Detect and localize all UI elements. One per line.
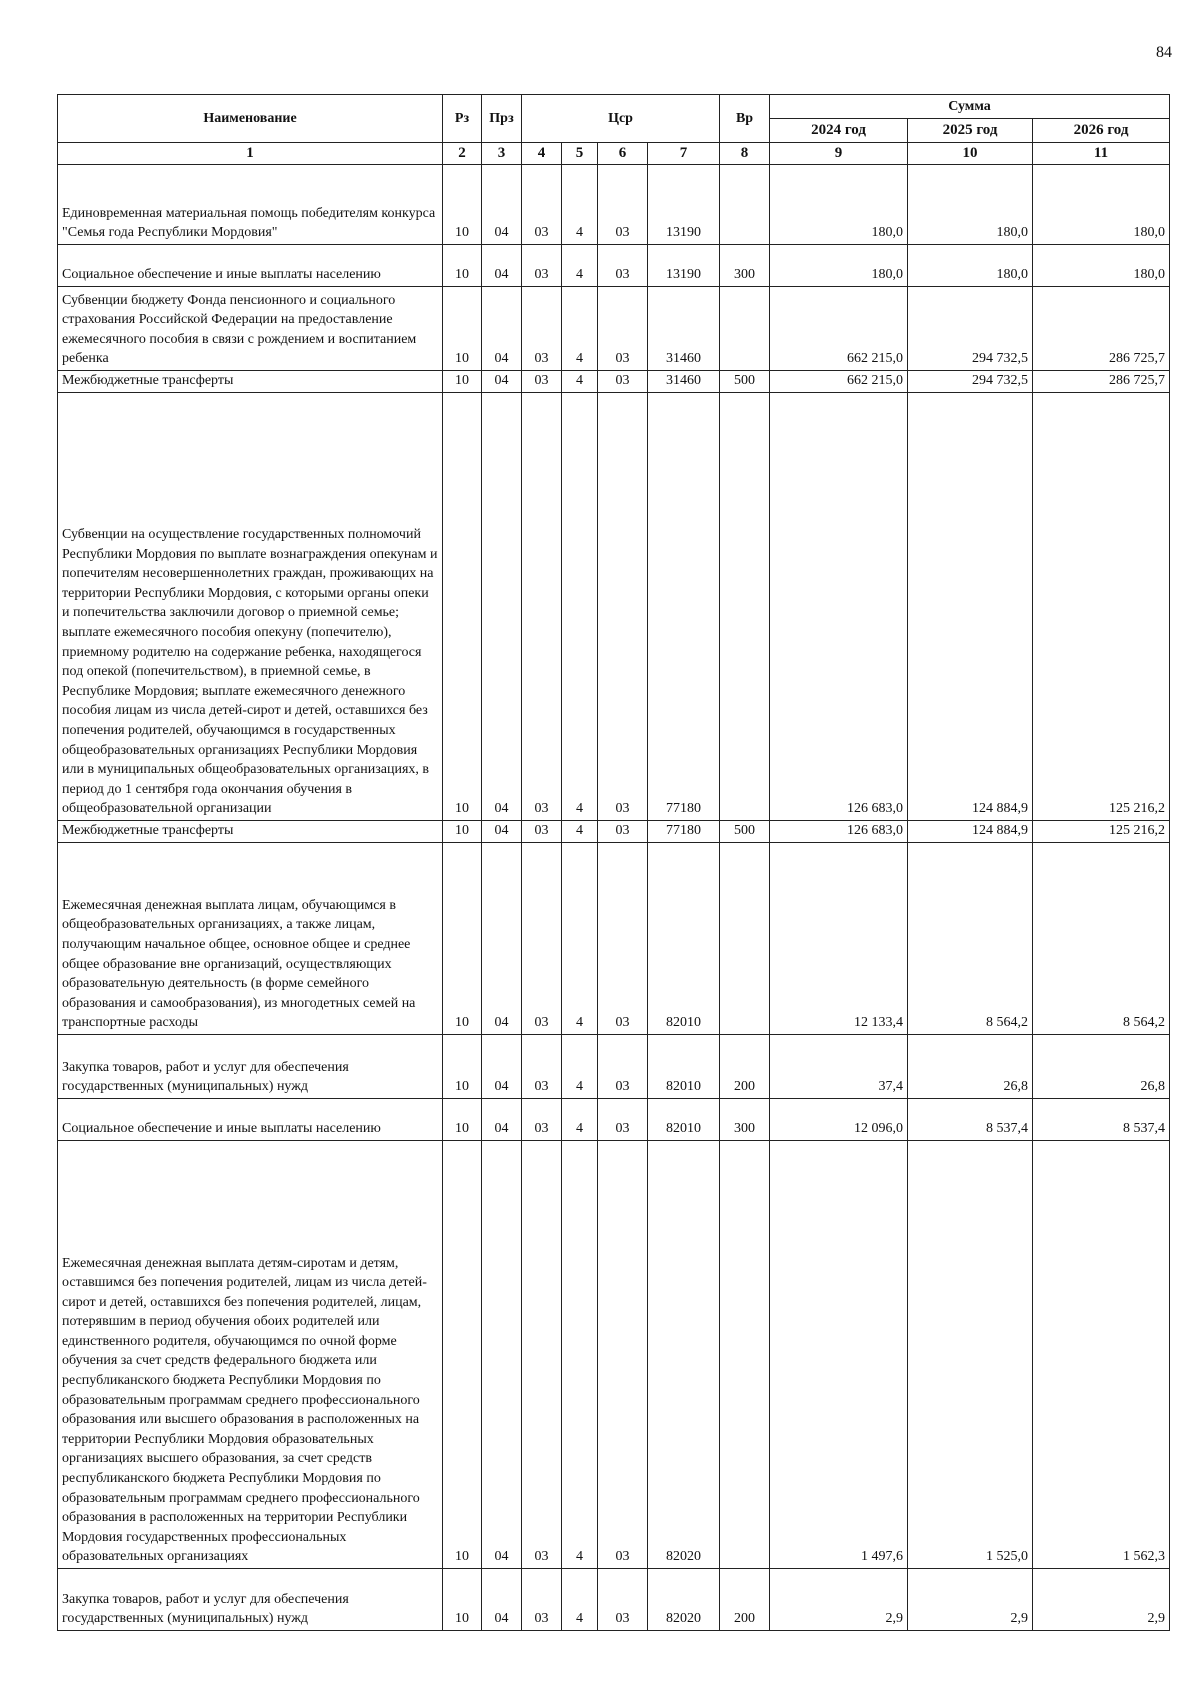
- row-prz: 04: [482, 1569, 522, 1631]
- row-sum-2026: 180,0: [1033, 165, 1170, 245]
- row-csr-code: 31460: [648, 287, 720, 371]
- row-vr: 300: [720, 1099, 770, 1141]
- table-row: [58, 821, 1170, 843]
- row-vr: 200: [720, 1035, 770, 1099]
- row-csr-code: 77180: [648, 393, 720, 821]
- header-name: Наименование: [58, 95, 443, 143]
- row-prz: 04: [482, 843, 522, 1035]
- row-rz: 10: [443, 245, 482, 287]
- row-csr-part-2: 4: [562, 1569, 598, 1631]
- table-row: [58, 287, 1170, 371]
- table-row: [58, 1099, 1170, 1141]
- row-prz: 04: [482, 1141, 522, 1569]
- row-csr-part-3: 03: [598, 1569, 648, 1631]
- table-row: [58, 1035, 1170, 1099]
- row-name: Межбюджетные трансферты: [58, 371, 443, 393]
- row-vr: [720, 843, 770, 1035]
- row-csr-part-2: 4: [562, 1141, 598, 1569]
- row-sum-2026: 180,0: [1033, 245, 1170, 287]
- row-sum-2025: 294 732,5: [908, 371, 1033, 393]
- header-year-2024: 2024 год: [770, 119, 908, 143]
- row-sum-2025: 124 884,9: [908, 393, 1033, 821]
- row-rz: 10: [443, 1141, 482, 1569]
- table-row: [58, 371, 1170, 393]
- row-csr-part-3: 03: [598, 843, 648, 1035]
- row-sum-2024: 180,0: [770, 165, 908, 245]
- row-csr-part-1: 03: [522, 165, 562, 245]
- row-sum-2025: 180,0: [908, 245, 1033, 287]
- table-row: [58, 1141, 1170, 1569]
- row-prz: 04: [482, 371, 522, 393]
- row-csr-part-1: 03: [522, 1035, 562, 1099]
- row-prz: 04: [482, 1099, 522, 1141]
- row-csr-part-2: 4: [562, 821, 598, 843]
- row-sum-2026: 125 216,2: [1033, 821, 1170, 843]
- row-sum-2024: 126 683,0: [770, 821, 908, 843]
- row-name: Субвенции на осуществление государственных полномочий Республики Мордовия по выплате вознаграждения опекунам и попечителям несовершеннолетних граждан, проживающих на территории Республики Мордовия, с которыми органы опеки и попечительства заключили договор о приемной семье; выплате ежемесячного пособия опекуну (попечителю), приемному родителю на содержание ребенка, находящегося под опекой (попечительством), в приемной семье, в Республике Мордовия; выплате ежемесячного денежного пособия лицам из числа детей-сирот и детей, оставшихся без попечения родителей, обучающимся в государственных общеобразовательных организациях Республики Мордовия или в муниципальных общеобразовательных организациях, в период до 1 сентября года окончания обучения в общеобразовательной организации: [58, 393, 443, 821]
- row-rz: 10: [443, 821, 482, 843]
- table-body: [58, 165, 1170, 1631]
- row-rz: 10: [443, 371, 482, 393]
- row-rz: 10: [443, 287, 482, 371]
- row-rz: 10: [443, 1099, 482, 1141]
- row-sum-2026: 286 725,7: [1033, 371, 1170, 393]
- row-vr: 500: [720, 371, 770, 393]
- header-prz: Прз: [482, 95, 522, 143]
- row-sum-2025: 1 525,0: [908, 1141, 1033, 1569]
- row-csr-part-3: 03: [598, 821, 648, 843]
- column-number: 8: [720, 143, 770, 165]
- row-csr-part-2: 4: [562, 371, 598, 393]
- row-name: Ежемесячная денежная выплата лицам, обучающимся в общеобразовательных организациях, а также лицам, получающим начальное общее, основное общее и среднее общее образование вне организаций, осуществляющих образовательную деятельность (в форме семейного образования и самообразования), из многодетных семей на транспортные расходы: [58, 843, 443, 1035]
- table-row: [58, 1569, 1170, 1631]
- row-csr-part-2: 4: [562, 843, 598, 1035]
- row-name: Единовременная материальная помощь победителям конкурса "Семья года Республики Мордовия": [58, 165, 443, 245]
- row-csr-part-2: 4: [562, 1035, 598, 1099]
- row-rz: 10: [443, 1035, 482, 1099]
- page-number: 84: [1156, 44, 1172, 61]
- row-rz: 10: [443, 843, 482, 1035]
- row-vr: [720, 393, 770, 821]
- row-sum-2025: 8 537,4: [908, 1099, 1033, 1141]
- header-sum: Сумма: [770, 95, 1170, 119]
- header-rz: Рз: [443, 95, 482, 143]
- column-number: 3: [482, 143, 522, 165]
- row-csr-part-2: 4: [562, 287, 598, 371]
- row-csr-part-1: 03: [522, 393, 562, 821]
- header-vr: Вр: [720, 95, 770, 143]
- row-sum-2025: 124 884,9: [908, 821, 1033, 843]
- row-sum-2024: 12 096,0: [770, 1099, 908, 1141]
- row-prz: 04: [482, 821, 522, 843]
- column-number: 10: [908, 143, 1033, 165]
- column-number: 2: [443, 143, 482, 165]
- row-rz: 10: [443, 393, 482, 821]
- row-csr-part-2: 4: [562, 393, 598, 821]
- header-year-2025: 2025 год: [908, 119, 1033, 143]
- row-sum-2024: 2,9: [770, 1569, 908, 1631]
- row-vr: [720, 1141, 770, 1569]
- row-name: Закупка товаров, работ и услуг для обеспечения государственных (муниципальных) нужд: [58, 1569, 443, 1631]
- row-csr-part-3: 03: [598, 287, 648, 371]
- row-sum-2026: 286 725,7: [1033, 287, 1170, 371]
- budget-table: [57, 94, 1170, 1631]
- row-sum-2024: 662 215,0: [770, 287, 908, 371]
- row-csr-code: 82010: [648, 1099, 720, 1141]
- row-rz: 10: [443, 1569, 482, 1631]
- row-sum-2026: 1 562,3: [1033, 1141, 1170, 1569]
- row-sum-2025: 180,0: [908, 165, 1033, 245]
- row-csr-part-1: 03: [522, 1141, 562, 1569]
- row-csr-part-2: 4: [562, 1099, 598, 1141]
- row-sum-2026: 8 564,2: [1033, 843, 1170, 1035]
- row-sum-2026: 26,8: [1033, 1035, 1170, 1099]
- row-csr-part-1: 03: [522, 287, 562, 371]
- row-prz: 04: [482, 165, 522, 245]
- row-csr-part-1: 03: [522, 245, 562, 287]
- row-vr: [720, 165, 770, 245]
- row-csr-part-1: 03: [522, 1099, 562, 1141]
- row-csr-part-1: 03: [522, 1569, 562, 1631]
- row-csr-part-3: 03: [598, 393, 648, 821]
- row-csr-part-1: 03: [522, 821, 562, 843]
- row-sum-2024: 180,0: [770, 245, 908, 287]
- table-row: [58, 843, 1170, 1035]
- row-vr: [720, 287, 770, 371]
- row-csr-part-3: 03: [598, 1099, 648, 1141]
- row-sum-2026: 8 537,4: [1033, 1099, 1170, 1141]
- row-sum-2026: 125 216,2: [1033, 393, 1170, 821]
- row-sum-2025: 294 732,5: [908, 287, 1033, 371]
- row-vr: 300: [720, 245, 770, 287]
- row-prz: 04: [482, 1035, 522, 1099]
- row-csr-part-2: 4: [562, 245, 598, 287]
- row-vr: 200: [720, 1569, 770, 1631]
- row-csr-code: 82010: [648, 1035, 720, 1099]
- row-csr-part-3: 03: [598, 1035, 648, 1099]
- row-name: Субвенции бюджету Фонда пенсионного и социального страхования Российской Федерации на предоставление ежемесячного пособия в связи с рождением и воспитанием ребенка: [58, 287, 443, 371]
- row-vr: 500: [720, 821, 770, 843]
- row-sum-2025: 8 564,2: [908, 843, 1033, 1035]
- row-sum-2026: 2,9: [1033, 1569, 1170, 1631]
- table-row: [58, 165, 1170, 245]
- row-csr-part-2: 4: [562, 165, 598, 245]
- row-sum-2024: 662 215,0: [770, 371, 908, 393]
- row-sum-2024: 37,4: [770, 1035, 908, 1099]
- row-csr-part-1: 03: [522, 371, 562, 393]
- row-prz: 04: [482, 393, 522, 821]
- row-csr-code: 13190: [648, 245, 720, 287]
- row-prz: 04: [482, 287, 522, 371]
- row-name: Закупка товаров, работ и услуг для обеспечения государственных (муниципальных) нужд: [58, 1035, 443, 1099]
- row-csr-code: 82020: [648, 1141, 720, 1569]
- row-sum-2024: 1 497,6: [770, 1141, 908, 1569]
- column-number: 5: [562, 143, 598, 165]
- row-sum-2025: 26,8: [908, 1035, 1033, 1099]
- row-csr-code: 77180: [648, 821, 720, 843]
- row-csr-part-1: 03: [522, 843, 562, 1035]
- row-name: Социальное обеспечение и иные выплаты населению: [58, 245, 443, 287]
- column-number: 6: [598, 143, 648, 165]
- row-name: Социальное обеспечение и иные выплаты населению: [58, 1099, 443, 1141]
- row-csr-part-3: 03: [598, 371, 648, 393]
- row-csr-code: 31460: [648, 371, 720, 393]
- row-sum-2024: 126 683,0: [770, 393, 908, 821]
- row-csr-code: 82020: [648, 1569, 720, 1631]
- table-row: [58, 393, 1170, 821]
- column-number: 11: [1033, 143, 1170, 165]
- row-csr-code: 82010: [648, 843, 720, 1035]
- table-row: [58, 245, 1170, 287]
- row-csr-part-3: 03: [598, 1141, 648, 1569]
- row-sum-2025: 2,9: [908, 1569, 1033, 1631]
- row-name: Межбюджетные трансферты: [58, 821, 443, 843]
- header-year-2026: 2026 год: [1033, 119, 1170, 143]
- column-number: 1: [58, 143, 443, 165]
- column-number: 9: [770, 143, 908, 165]
- column-number: 7: [648, 143, 720, 165]
- row-csr-code: 13190: [648, 165, 720, 245]
- row-prz: 04: [482, 245, 522, 287]
- row-csr-part-3: 03: [598, 165, 648, 245]
- row-name: Ежемесячная денежная выплата детям-сиротам и детям, оставшимся без попечения родителей, лицам из числа детей-сирот и детей, оставшихся без попечения родителей, лицам, потерявшим в период обучения обоих родителей или единственного родителя, обучающимся по очной форме обучения за счет средств федерального бюджета или республиканского бюджета Республики Мордовия по образовательным программам среднего профессионального образования или высшего образования в расположенных на территории Республики Мордовия образовательных организациях высшего образования, за счет средств республиканского бюджета Республики Мордовия по образовательным программам среднего профессионального образования в расположенных на территории Республики Мордовия государственных профессиональных образовательных организациях: [58, 1141, 443, 1569]
- row-csr-part-3: 03: [598, 245, 648, 287]
- header-csr: Цср: [522, 95, 720, 143]
- column-number: 4: [522, 143, 562, 165]
- row-sum-2024: 12 133,4: [770, 843, 908, 1035]
- row-rz: 10: [443, 165, 482, 245]
